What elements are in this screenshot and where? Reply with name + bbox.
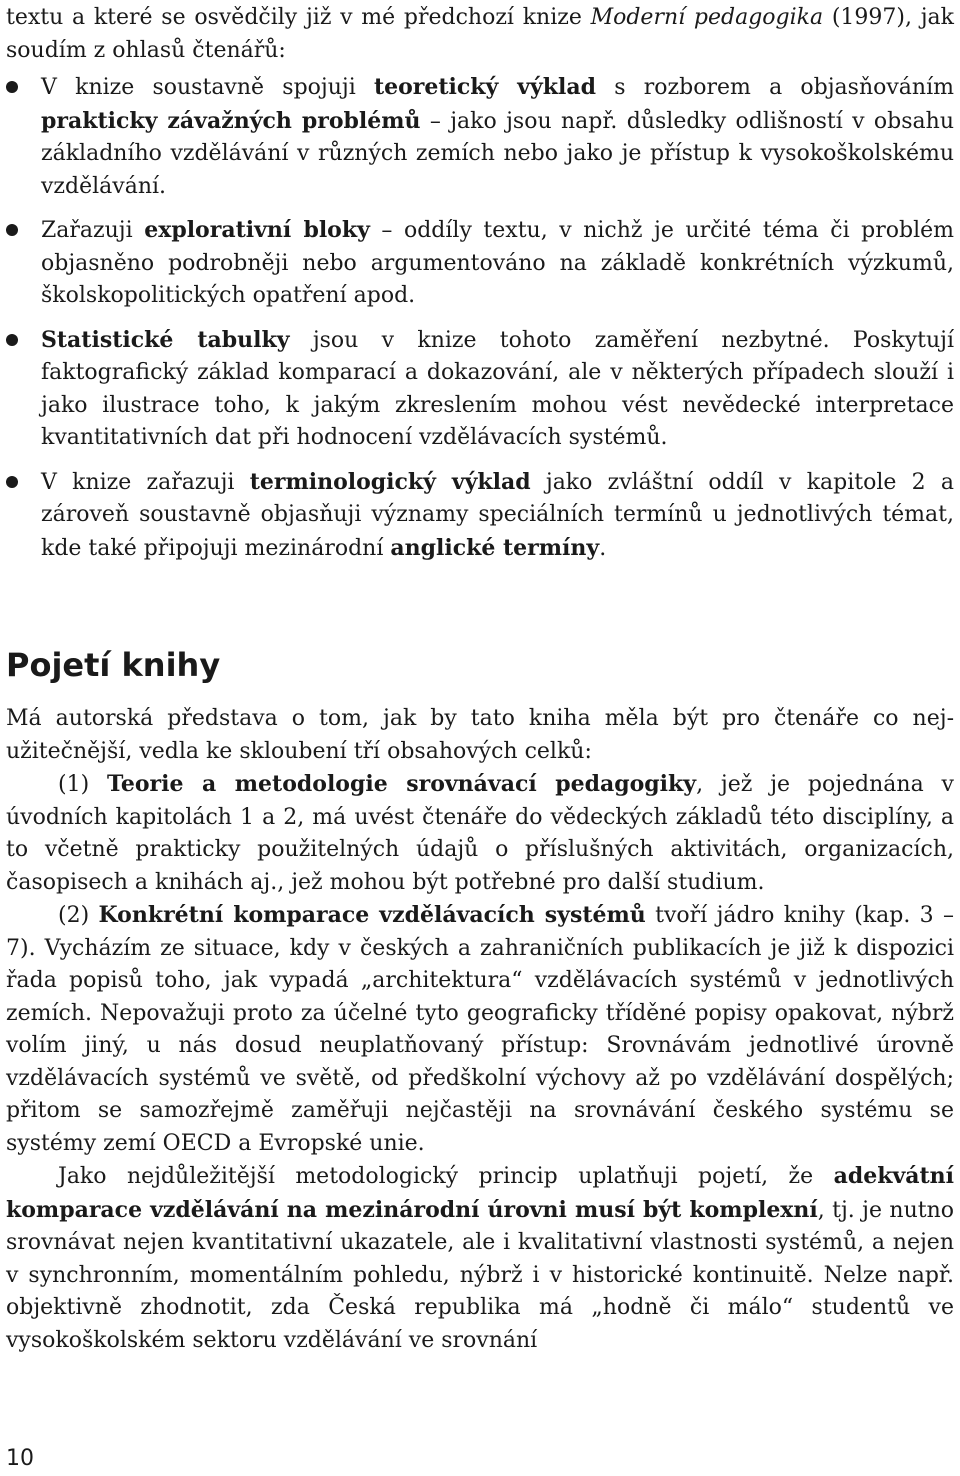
section-heading: Pojetí knihy [6,646,221,684]
list-item-text: . [599,535,607,561]
intro-text-end: (1997), jak soudím z ohlasů čtenářů: [6,5,954,63]
list-item-emphasis: anglické termíny [390,534,600,561]
list-item-emphasis: terminologický výklad [249,468,531,495]
paragraph [6,899,954,1160]
paragraph-emphasis: Konkrétní komparace vzdělávacích systémů [98,902,646,928]
list-item-text: s rozborem a objasňováním [596,75,954,100]
bullet-icon [6,334,18,346]
list-item [6,466,954,566]
paragraph-text: tvoří jádro knihy (kap. 3 –7). Vycházím ze situace, kdy v českých a zahraničních publikacích je již k dispozici řada popisů toho, jak vypadá „architektura“ vzdělávacích systémů v jednotlivých zemích. Nepovažuji proto za účelné tyto geograficky tříděné popisy opakovat, nýbrž volím jiný, u nás dosud neuplatňovaný přístup: Srovnávám jednotlivé úrovně vzdělávacích systémů ve světě, od předškolní výchovy až po vzdělávání dospělých; přitom se samozřejmě zaměřuji nejčastěji na srovnávání českého systému se systémy zemí OECD a Evropské unie. [6,903,955,1156]
page-content [6,0,955,1353]
list-item-text: – oddíly textu, v nichž je určité téma či problém objasněno podrobněji nebo argumentováno na základě konkrétních výzkumů, školskopolitických opatření apod. [41,218,954,308]
list-item-text: V knize zařazuji [41,469,250,495]
paragraph-text: , jež je pojednána v úvodních kapitolách 1 a 2, má uvést čtenáře do vědeckých základů této disciplíny, a to včetně prakticky použitelných údajů o příslušných aktivitách, organizacích, časopisech a knihách aj., jež mohou být potřebné pro další studium. [6,772,954,895]
paragraph [6,768,954,899]
list-item [6,324,954,455]
list-item [6,71,954,203]
paragraph-text: Jako nejdůležitější metodologický princip uplatňuji pojetí, že [58,1164,834,1189]
paragraph-text: , tj. je nutno srovnávat nejen kvantitativní ukazatele, ale i kvalitativní vlastnosti systémů, a nejen v synchronním, momentálním pohledu, nýbrž i v historické kontinuitě. Nelze např. objektivně zhodnotit, zda Česká republika má „hodně či málo“ studentů ve vysokoškolském sektoru vzdělávání ve srovnání [6,1197,954,1353]
paragraph-emphasis: Teorie a metodologie srovnávací pedagogiky [107,771,697,797]
section-body [6,703,954,1357]
list-item-text: jsou v knize tohoto zaměření nezbytné. Poskytují faktografický základ komparací a dokazování, ale v některých případech slouží i jako ilustrace toho, k jakým zkreslením mohou vést nevědecké interpretace kvantitativních dat při hodnocení vzdělávacích systémů. [41,327,955,450]
list-item-emphasis: teoretický výklad [373,74,597,100]
bullet-icon [6,224,18,236]
list-item-text: jako zvláštní oddíl v kapitole 2 a zároveň soustavně objasňuji významy speciálních termínů u jednotlivých témat, kde také připojuji mezinárodní [41,469,954,561]
paragraph [6,1160,954,1357]
item-number: (1) [58,772,108,797]
bullet-icon [6,476,18,488]
intro-text-start: textu a které se osvědčily již v mé předchozí knize [6,5,591,30]
list-item-emphasis: Statistické tabulky [41,326,290,353]
list-item-emphasis: prakticky závažných problémů [41,107,421,134]
list-item-text: V knize soustavně spojuji [41,75,374,100]
paragraph-emphasis: adekvátní komparace vzdělávání na mezinárodní úrovni musí být komplexní [6,1163,954,1223]
bullet-icon [6,81,18,93]
item-number: (2) [58,903,99,928]
page-number: 10 [6,1446,34,1471]
feature-list [6,71,954,565]
intro-paragraph [6,2,954,67]
paragraph: Má autorská představa o tom, jak by tato kniha měla být pro čtenáře co nejužitečnější, vedla ke skloubení tří obsahových celků: [6,706,954,764]
list-item [6,214,954,313]
list-item-emphasis: explorativní bloky [144,217,370,243]
book-title: Moderní pedagogika [590,5,824,30]
list-item-text: – jako jsou např. důsledky odlišností v obsahu základního vzdělávání v různých zemích nebo jako je přístup k vysokoškolskému vzdělávání. [41,108,954,199]
list-item-text: Zařazuji [41,218,145,243]
